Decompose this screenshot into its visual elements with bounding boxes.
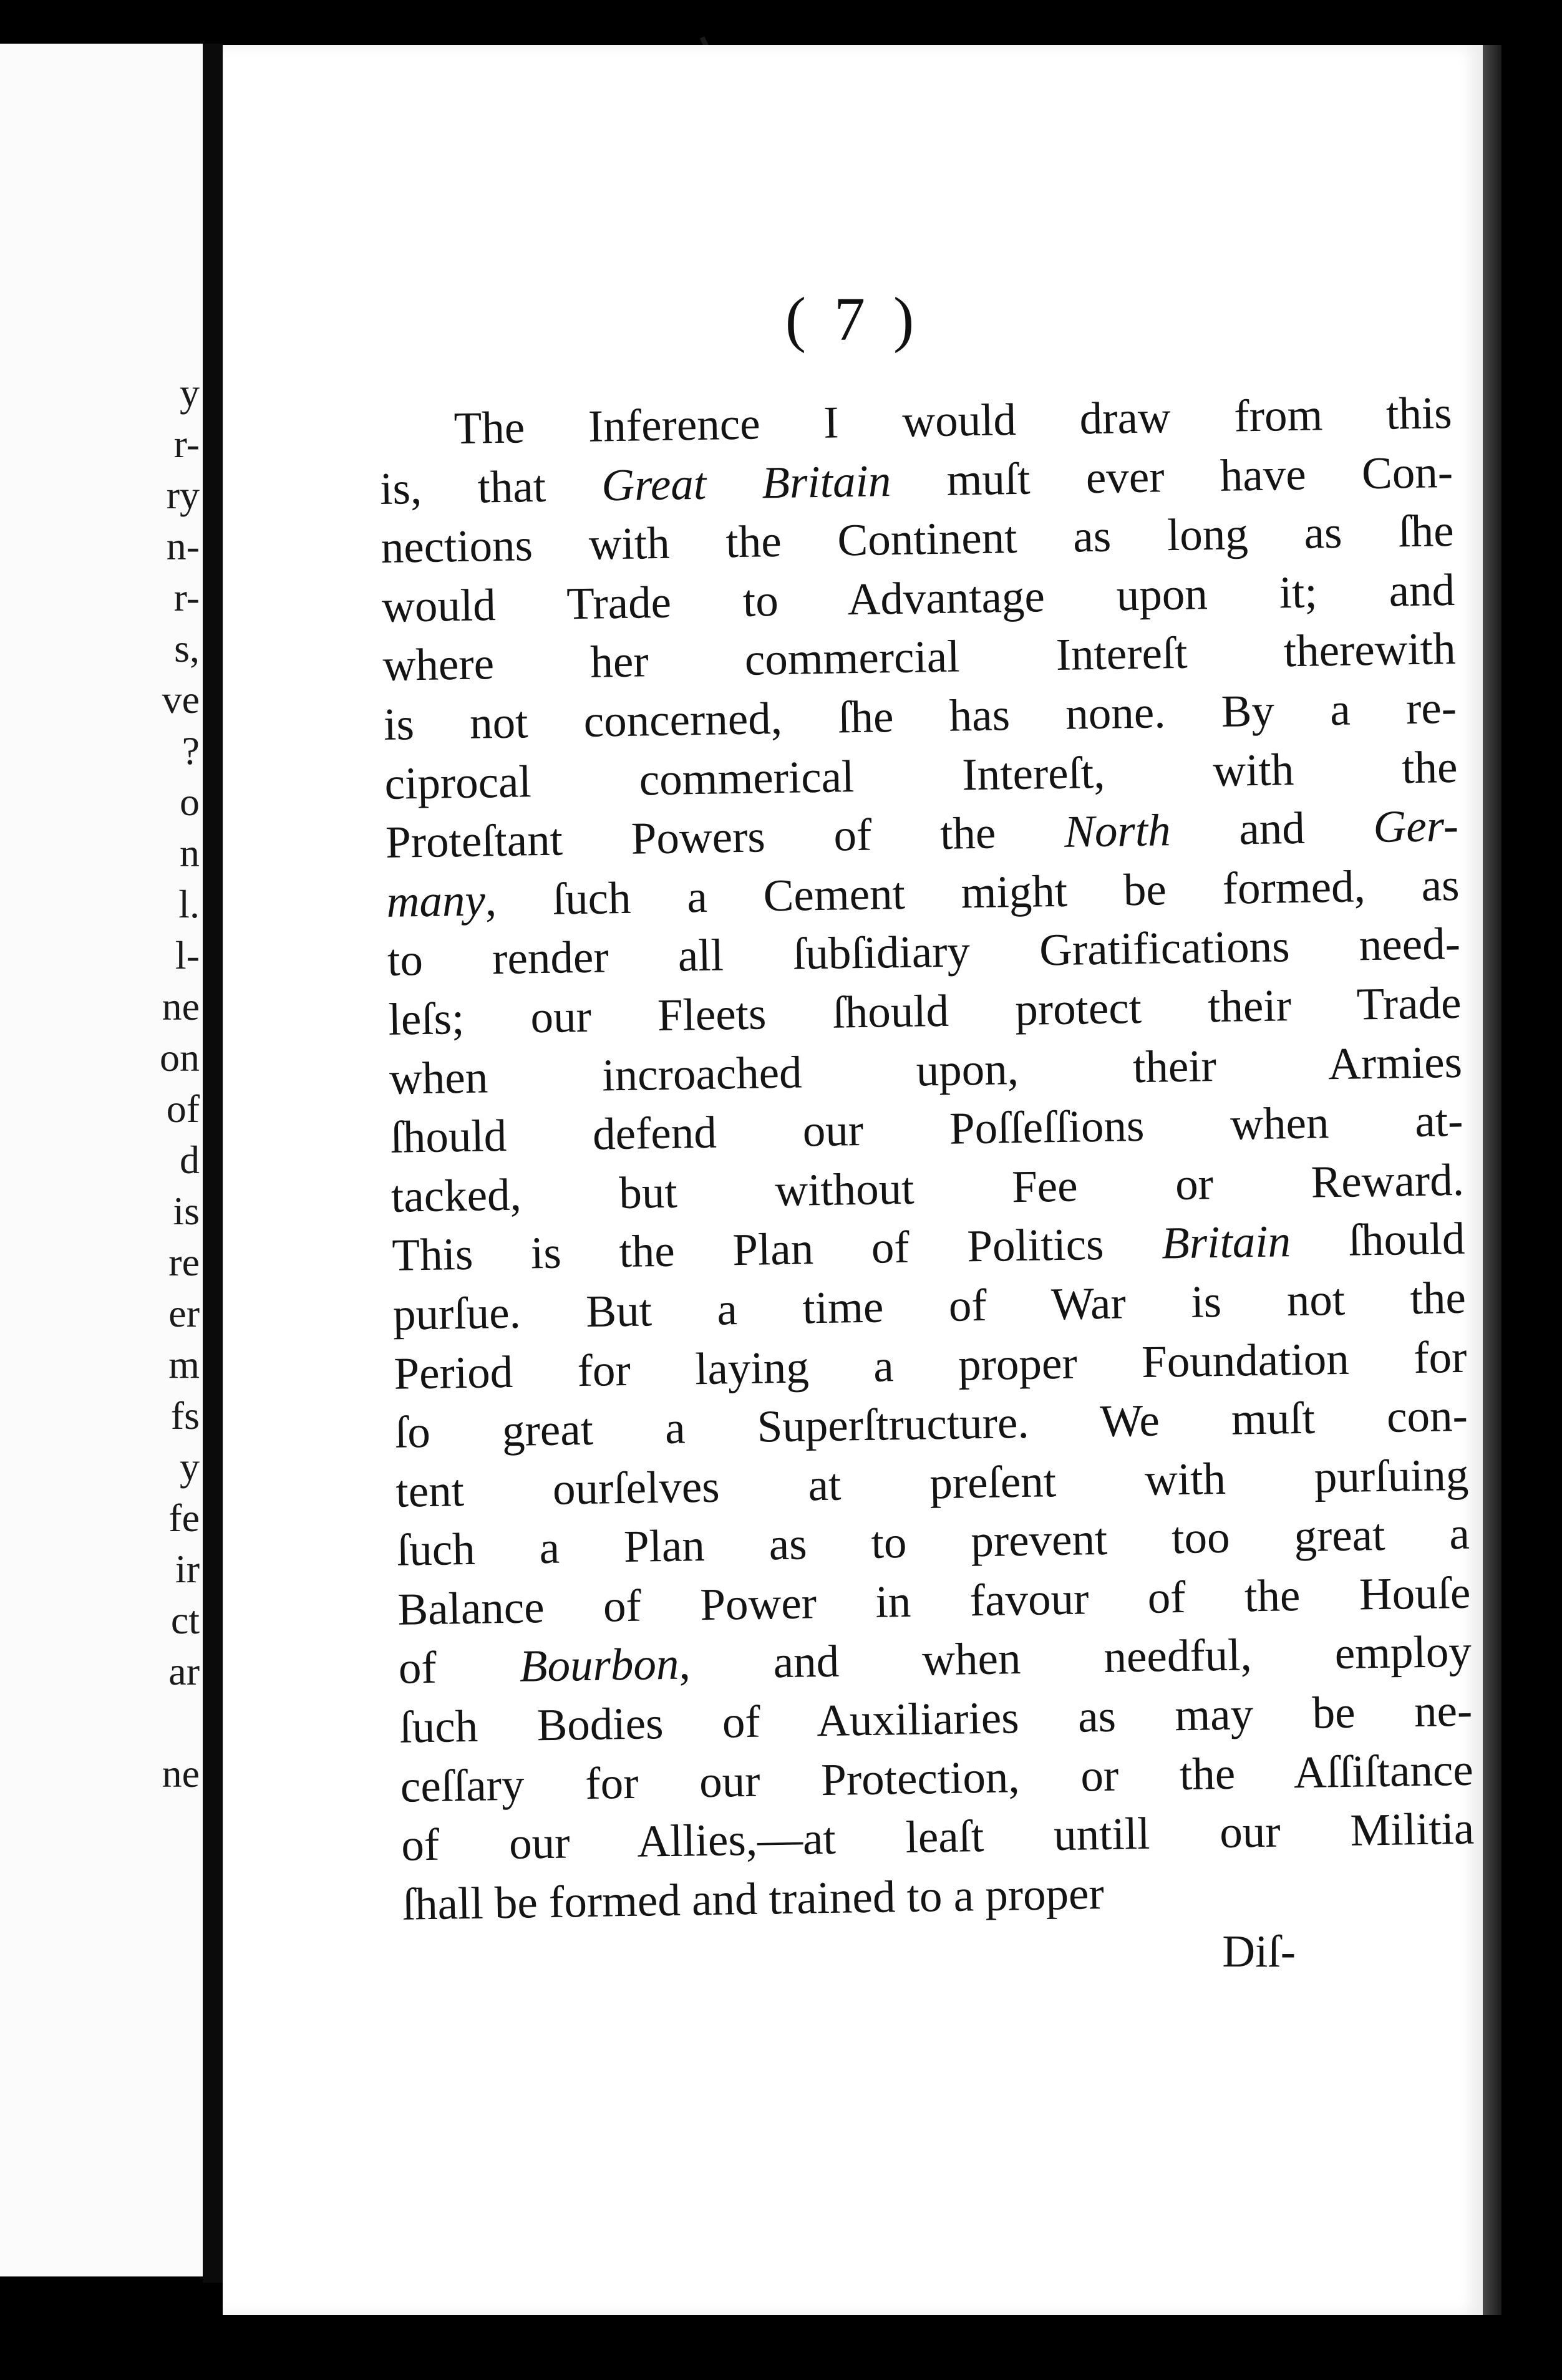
text-line: Period for laying a proper Foundation for: [393, 1331, 1467, 1399]
left-page-fragment: fe: [168, 1496, 200, 1540]
italic-term: Great Britain: [601, 455, 891, 510]
text-line: ſhall be formed and trained to a proper: [402, 1867, 1105, 1930]
left-page-fragment: is: [173, 1189, 200, 1233]
catchword: Diſ-: [1222, 1926, 1296, 1976]
text-line: nections with the Continent as long as ſhe: [381, 505, 1455, 573]
italic-term: Bourbon: [519, 1638, 679, 1692]
book-gutter: [203, 44, 223, 2283]
text-line: leſs; our Fleets ſhould protect their Trade: [387, 977, 1462, 1045]
text-line: ſuch Bodies of Auxiliaries as may be ne-: [399, 1685, 1473, 1753]
italic-term: many: [386, 874, 486, 927]
text-line: many, ſuch a Cement might be formed, as: [386, 859, 1460, 927]
italic-term: Ger-: [1372, 800, 1459, 853]
left-page-fragment: ar: [168, 1649, 200, 1693]
left-page-fragment: of: [166, 1086, 200, 1131]
left-page-fragment: l-: [175, 933, 200, 977]
left-page-fragment: ve: [162, 677, 200, 722]
text-line: ſo great a Superſtructure. We muſt con-: [394, 1390, 1468, 1458]
left-page-fragment: re: [168, 1240, 200, 1284]
text-line: ſuch a Plan as to prevent too great a: [396, 1508, 1470, 1576]
text-line: tacked, but without Fee or Reward.: [390, 1154, 1465, 1222]
text-line: where her commercial Intereſt therewith: [382, 623, 1457, 691]
text-line: tent ourſelves at preſent with purſuing: [395, 1449, 1469, 1517]
text-line: of our Allies,—at leaſt untill our Militia: [400, 1802, 1475, 1870]
left-page-fragment: r-: [173, 575, 200, 619]
text-line: ſhould defend our Poſſeſſions when at-: [389, 1095, 1463, 1163]
text-line: would Trade to Advantage upon it; and: [381, 564, 1455, 632]
text-line: when incroached upon, their Armies: [389, 1036, 1463, 1104]
main-page: [223, 45, 1483, 2315]
left-page-fragment: ct: [170, 1598, 200, 1642]
text-line: is not concerned, ſhe has none. By a re-: [383, 682, 1457, 750]
left-page-fragment: o: [180, 780, 200, 824]
text-line: ceſſary for our Protection, or the Aſſiſtance: [400, 1744, 1474, 1812]
left-page-fragment: n: [180, 831, 200, 875]
left-page-fragment: s,: [174, 626, 200, 670]
left-page-fragment: ry: [166, 473, 200, 517]
left-page-fragment: er: [168, 1291, 200, 1335]
text-line: to render all ſubſidiary Gratifications need-: [387, 918, 1461, 986]
text-line: of Bourbon, and when needful, employ: [398, 1626, 1472, 1694]
left-page-fragment: ir: [175, 1547, 200, 1591]
text-line: This is the Plan of Politics Britain ſhould: [391, 1213, 1465, 1281]
body-text: [379, 384, 1475, 1934]
text-line: purſue. But a time of War is not the: [392, 1272, 1467, 1340]
left-page-fragment: m: [168, 1342, 200, 1386]
left-page-fragment: r-: [173, 422, 200, 466]
left-page-fragment: ?: [182, 728, 200, 773]
left-page-fragment: y: [180, 1444, 200, 1489]
left-page-fragment: fs: [170, 1393, 200, 1438]
text-line: Balance of Power in favour of the Houſe: [397, 1567, 1471, 1635]
text-line: Proteſtant Powers of the North and Ger-: [385, 800, 1459, 868]
italic-term: Britain: [1161, 1216, 1291, 1269]
left-page-fragment: y: [180, 370, 200, 415]
text-line: The Inference I would draw from this: [454, 387, 1453, 454]
italic-term: North: [1064, 805, 1172, 857]
left-page-fragment: n-: [166, 524, 200, 568]
left-page-fragment: ne: [162, 1751, 200, 1796]
left-page-fragment: on: [160, 1035, 200, 1080]
left-page-fragment: ne: [162, 984, 200, 1028]
left-page-fragment: d: [180, 1138, 200, 1182]
page-number: ( 7 ): [785, 284, 921, 354]
left-page-fragment: l.: [178, 882, 200, 926]
text-line: ciprocal commerical Intereſt, with the: [384, 741, 1458, 809]
left-facing-page: [0, 44, 203, 2276]
text-line: is, that Great Britain muſt ever have Con-: [379, 446, 1453, 514]
page-right-edge: [1483, 45, 1501, 2315]
